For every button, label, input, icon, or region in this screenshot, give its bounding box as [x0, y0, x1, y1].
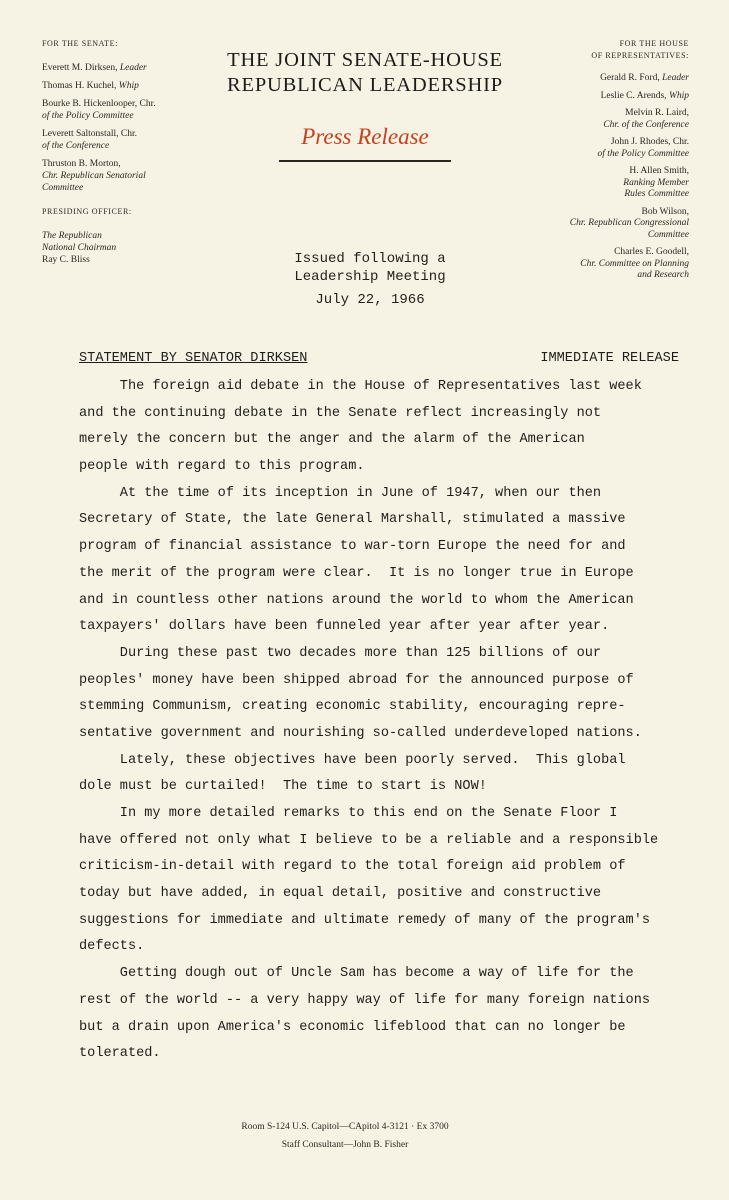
body-line: merely the concern but the anger and the alarm of the American [79, 432, 585, 448]
senate-member: Leverett Saltonstall, Chr. of the Conference [42, 129, 137, 151]
presiding-name: Ray C. Bliss [42, 255, 90, 265]
house-member: John J. Rhodes, Chr. of the Policy Committee [597, 137, 689, 159]
body-line: program of financial assistance to war-torn Europe the need for and [79, 539, 626, 555]
body-line: The foreign aid debate in the House of Representatives last week [79, 379, 642, 394]
body-line: taxpayers' dollars have been funneled year after year after year. [79, 619, 610, 635]
body-line: sentative government and nourishing so-called underdeveloped nations. [79, 725, 642, 741]
body-line: Getting dough out of Uncle Sam has become a way of life for the [79, 966, 634, 982]
body-line: stemming Communism, creating economic stability, encouraging repre- [79, 699, 626, 715]
body-line: rest of the world -- a very happy way of life for many foreign nations [79, 992, 651, 1008]
body-line: defects. [79, 939, 145, 955]
body-line: dole must be curtailed! The time to start is NOW! [79, 779, 487, 795]
press-release-label: Press Release [301, 124, 429, 149]
body-line: Secretary of State, the late General Marshall, stimulated a massive [79, 512, 626, 528]
house-member: Leslie C. Arends, Whip [600, 90, 689, 101]
senate-roster [42, 38, 212, 266]
house-member: H. Allen Smith, Ranking Member Rules Committee [623, 166, 689, 199]
body-lines [79, 374, 679, 1068]
release-date: July 22, 1966 [315, 292, 425, 308]
body-line: suggestions for immediate and ultimate remedy of many of the program's [79, 912, 651, 928]
body-line: At the time of its inception in June of 1947, when our then [79, 485, 602, 501]
body-line: today but have added, in equal detail, positive and constructive [79, 886, 602, 902]
presiding-role: National Chairman [42, 243, 117, 253]
issued-note: Issued following a Leadership Meeting [294, 251, 446, 285]
body-line: the merit of the program were clear. It is no longer true in Europe [79, 565, 634, 581]
letterhead-footer: Room S-124 U.S. Capitol—CApitol 4-3121 · Ex 3700 Staff Consultant—John B. Fisher [241, 1122, 449, 1150]
body-line: peoples' money have been shipped abroad for the announced purpose of [79, 672, 634, 688]
house-member: Bob Wilson, Chr. Republican Congressional Committee [569, 206, 689, 240]
house-heading: FOR THE HOUSE OF REPRESENTATIVES: [591, 39, 689, 60]
senate-member: Bourke B. Hickenlooper, Chr. of the Policy Committee [42, 99, 156, 121]
statement-body [79, 348, 679, 1068]
body-line: During these past two decades more than 125 billions of our [79, 645, 602, 661]
house-member: Melvin R. Laird, Chr. of the Conference [603, 108, 689, 130]
statement-header [79, 348, 679, 370]
body-line: and the continuing debate in the Senate reflect increasingly not [79, 405, 602, 421]
body-line: tolerated. [79, 1046, 161, 1062]
house-member: Gerald R. Ford, Leader [600, 73, 689, 83]
senate-member: Thruston B. Morton, Chr. Republican Senatorial Committee [42, 159, 146, 193]
body-line: people with regard to this program. [79, 459, 365, 475]
house-roster [499, 38, 689, 288]
senate-member: Thomas H. Kuchel, Whip [42, 81, 139, 91]
house-member: Charles E. Goodell, Chr. Committee on Planning and Research [580, 247, 689, 280]
letterhead-title: THE JOINT SENATE-HOUSE REPUBLICAN LEADERSHIP [227, 49, 503, 96]
body-line: In my more detailed remarks to this end on the Senate Floor I [79, 806, 618, 821]
presiding-role: The Republican [42, 231, 102, 241]
presiding-officer-heading: PRESIDING OFFICER: [42, 207, 132, 216]
body-line: Lately, these objectives have been poorly served. This global [79, 752, 626, 768]
senate-member: Everett M. Dirksen, Leader [42, 63, 147, 73]
body-line: but a drain upon America's economic lifeblood that can no longer be [79, 1019, 626, 1035]
title-divider [279, 160, 451, 162]
body-line: have offered not only what I believe to be a reliable and a responsible [79, 832, 659, 848]
senate-heading: FOR THE SENATE: [42, 39, 118, 48]
release-label: IMMEDIATE RELEASE [540, 351, 679, 366]
statement-heading: STATEMENT BY SENATOR DIRKSEN [79, 351, 308, 366]
body-line: and in countless other nations around the world to whom the American [79, 592, 634, 608]
body-line: criticism-in-detail with regard to the total foreign aid problem of [79, 859, 626, 875]
